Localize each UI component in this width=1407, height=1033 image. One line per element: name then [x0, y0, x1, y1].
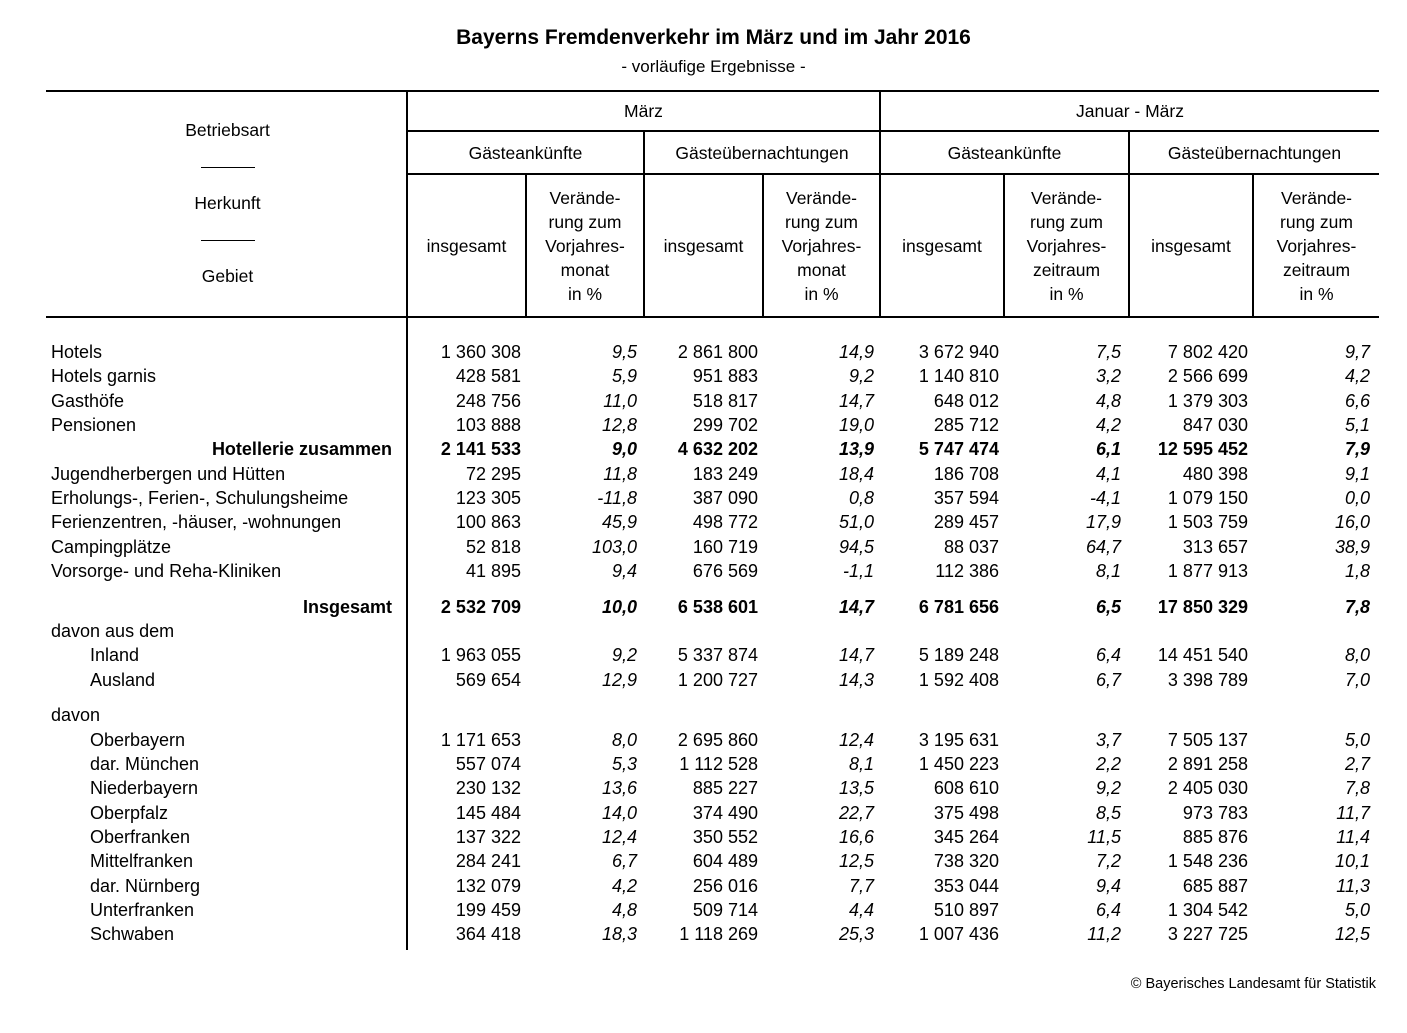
table-cell: 72 295 [465, 464, 521, 484]
row-label: Vorsorge- und Reha-Kliniken [51, 561, 282, 581]
table-cell: 345 264 [933, 827, 999, 847]
table-cell: 2 532 709 [440, 597, 521, 617]
table-cell: 350 552 [692, 827, 758, 847]
table-cell: 498 772 [692, 512, 758, 532]
row-label: Hotels [51, 342, 103, 362]
group-header-uebernachtungen-jan-maerz: Gästeübernachtungen [1167, 143, 1342, 163]
table-cell: 14,0 [601, 803, 637, 823]
table-cell: 8,0 [611, 730, 637, 750]
table-cell: 6,1 [1095, 439, 1121, 459]
table-cell: 5 337 874 [677, 645, 758, 665]
table-cell: 132 079 [455, 876, 521, 896]
table-cell: 7,0 [1344, 670, 1370, 690]
table-cell: 0,8 [848, 488, 874, 508]
group-rule [407, 173, 1379, 175]
row-label: Inland [90, 645, 140, 665]
table-cell: 2 566 699 [1167, 366, 1248, 386]
table-cell: 1 171 653 [440, 730, 521, 750]
table-cell: 374 490 [692, 803, 758, 823]
table-cell: 45,9 [601, 512, 637, 532]
table-cell: 353 044 [933, 876, 999, 896]
table-top-rule [46, 90, 1379, 92]
column-header: Verände- rung zum Vorjahres- zeitraum in % [1276, 188, 1357, 304]
table-cell: 13,5 [838, 778, 874, 798]
table-cell: 2,2 [1095, 754, 1121, 774]
table-cell: 2 891 258 [1167, 754, 1248, 774]
table-cell: 1 592 408 [918, 670, 999, 690]
table-cell: 11,8 [603, 464, 637, 484]
table-cell: 41 895 [465, 561, 521, 581]
table-cell: 4,8 [1095, 391, 1121, 411]
table-cell: 2,7 [1344, 754, 1370, 774]
table-cell: 509 714 [692, 900, 758, 920]
table-cell: 12 595 452 [1157, 439, 1248, 459]
table-cell: 6,6 [1344, 391, 1370, 411]
table-cell: 8,5 [1095, 803, 1121, 823]
period-rule [407, 130, 1379, 132]
table-cell: 0,0 [1344, 488, 1370, 508]
stub-header-separator-1 [110, 150, 345, 174]
row-label: davon aus dem [51, 621, 175, 641]
table-cell: 64,7 [1085, 537, 1121, 557]
table-cell: 12,4 [601, 827, 637, 847]
table-cell: 518 817 [692, 391, 758, 411]
table-cell: 6,4 [1095, 900, 1121, 920]
table-cell: 9,5 [611, 342, 637, 362]
table-cell: 1 360 308 [440, 342, 521, 362]
table-cell: 1 118 269 [679, 924, 758, 944]
table-cell: 7 505 137 [1167, 730, 1248, 750]
table-cell: -4,1 [1089, 488, 1121, 508]
table-cell: 230 132 [455, 778, 521, 798]
table-cell: 1 140 810 [918, 366, 999, 386]
table-cell: 183 249 [692, 464, 758, 484]
table-cell: 1 450 223 [918, 754, 999, 774]
table-cell: 648 012 [933, 391, 999, 411]
table-cell: 604 489 [692, 851, 758, 871]
table-cell: 17,9 [1085, 512, 1121, 532]
table-cell: 9,2 [848, 366, 874, 386]
copyright-footer: © Bayerisches Landesamt für Statistik [1130, 976, 1376, 992]
table-cell: 885 876 [1182, 827, 1248, 847]
table-cell: 375 498 [933, 803, 999, 823]
column-header: insgesamt [1151, 236, 1231, 256]
table-cell: 12,4 [838, 730, 874, 750]
table-cell: 973 783 [1182, 803, 1248, 823]
table-cell: 12,5 [838, 851, 874, 871]
table-cell: 7,8 [1344, 597, 1370, 617]
table-cell: 3,7 [1095, 730, 1121, 750]
table-cell: 103 888 [455, 415, 521, 435]
table-cell: 100 863 [455, 512, 521, 532]
row-label: Erholungs-, Ferien-, Schulungsheime [51, 488, 349, 508]
table-cell: 11,2 [1087, 924, 1121, 944]
table-cell: 9,4 [611, 561, 637, 581]
row-label: Gasthöfe [51, 391, 125, 411]
table-cell: 299 702 [692, 415, 758, 435]
row-label: Unterfranken [90, 900, 195, 920]
table-cell: 9,2 [1095, 778, 1121, 798]
period-header-maerz: März [624, 101, 663, 121]
row-label: Oberpfalz [90, 803, 169, 823]
table-cell: 5,0 [1344, 730, 1370, 750]
table-cell: 12,8 [601, 415, 637, 435]
table-cell: 8,1 [848, 754, 874, 774]
table-cell: 6 538 601 [677, 597, 758, 617]
table-cell: 248 756 [455, 391, 521, 411]
row-label: Niederbayern [90, 778, 199, 798]
table-cell: -1,1 [842, 561, 874, 581]
row-label: Hotellerie zusammen [211, 439, 392, 459]
table-cell: 6,7 [1095, 670, 1121, 690]
stub-header-betriebsart: Betriebsart [185, 120, 270, 140]
table-cell: 94,5 [838, 537, 874, 557]
table-cell: 9,1 [1344, 464, 1370, 484]
table-cell: 5,9 [611, 366, 637, 386]
group-header-ankuenfte-jan-maerz: Gästeankünfte [947, 143, 1062, 163]
row-label: Hotels garnis [51, 366, 157, 386]
period-header-jan-maerz: Januar - März [1076, 101, 1184, 121]
table-cell: 4,2 [1095, 415, 1121, 435]
column-header: Verände- rung zum Vorjahres- monat in % [545, 188, 625, 304]
table-cell: 11,3 [1336, 876, 1370, 896]
table-cell: 88 037 [943, 537, 999, 557]
table-cell: 387 090 [692, 488, 758, 508]
table-cell: 186 708 [933, 464, 999, 484]
table-cell: 676 569 [692, 561, 758, 581]
table-cell: 6,7 [611, 851, 637, 871]
table-cell: 1 963 055 [440, 645, 521, 665]
table-cell: 12,5 [1334, 924, 1370, 944]
table-cell: 9,2 [611, 645, 637, 665]
table-cell: 6,4 [1095, 645, 1121, 665]
table-cell: 557 074 [455, 754, 521, 774]
period-divider [879, 90, 881, 318]
table-cell: 22,7 [838, 803, 874, 823]
row-label: Insgesamt [302, 597, 392, 617]
table-cell: 5,3 [611, 754, 637, 774]
table-cell: 357 594 [933, 488, 999, 508]
table-cell: 608 610 [933, 778, 999, 798]
table-cell: 6,5 [1095, 597, 1121, 617]
table-cell: 1 304 542 [1167, 900, 1248, 920]
table-cell: 14,9 [838, 342, 874, 362]
table-cell: 51,0 [838, 512, 874, 532]
header-bottom-rule [46, 316, 1379, 318]
row-label: Oberbayern [90, 730, 186, 750]
group-header-ankuenfte-maerz: Gästeankünfte [468, 143, 583, 163]
table-cell: 7 802 420 [1167, 342, 1248, 362]
table-cell: 18,3 [601, 924, 637, 944]
table-cell: 112 386 [935, 561, 999, 581]
table-cell: -11,8 [597, 488, 637, 508]
table-cell: 160 719 [692, 537, 758, 557]
table-cell: 137 322 [455, 827, 521, 847]
table-cell: 5 189 248 [918, 645, 999, 665]
table-cell: 1 200 727 [677, 670, 758, 690]
table-cell: 2 405 030 [1167, 778, 1248, 798]
table-cell: 285 712 [933, 415, 999, 435]
table-cell: 7,7 [848, 876, 874, 896]
table-cell: 7,2 [1095, 851, 1121, 871]
table-cell: 7,8 [1344, 778, 1370, 798]
table-cell: 1 079 150 [1167, 488, 1248, 508]
table-cell: 256 016 [692, 876, 758, 896]
table-cell: 4,4 [848, 900, 874, 920]
table-cell: 8,1 [1095, 561, 1121, 581]
table-cell: 2 695 860 [677, 730, 758, 750]
table-cell: 10,1 [1334, 851, 1370, 871]
row-label: dar. Nürnberg [90, 876, 201, 896]
group-header-uebernachtungen-maerz: Gästeübernachtungen [675, 143, 849, 163]
row-label: Mittelfranken [90, 851, 194, 871]
table-cell: 14,7 [838, 597, 874, 617]
table-cell: 11,7 [1336, 803, 1370, 823]
table-cell: 2 141 533 [440, 439, 521, 459]
table-cell: 123 305 [455, 488, 521, 508]
table-cell: 313 657 [1182, 537, 1248, 557]
row-label: Jugendherbergen und Hütten [51, 464, 286, 484]
table-cell: 9,4 [1095, 876, 1121, 896]
table-cell: 10,0 [601, 597, 637, 617]
stub-header-herkunft: Herkunft [194, 193, 261, 213]
table-cell: 1 007 436 [918, 924, 999, 944]
row-label: Oberfranken [90, 827, 191, 847]
table-cell: 3 672 940 [918, 342, 999, 362]
table-cell: 11,0 [603, 391, 637, 411]
page-title: Bayerns Fremdenverkehr im März und im Jahr 2016 [456, 26, 971, 49]
table-cell: 52 818 [465, 537, 521, 557]
row-label: Schwaben [90, 924, 175, 944]
table-cell: 5 747 474 [918, 439, 999, 459]
stub-header-separator-2 [110, 223, 345, 247]
table-cell: 199 459 [455, 900, 521, 920]
table-cell: 9,7 [1344, 342, 1370, 362]
table-cell: 4,8 [611, 900, 637, 920]
table-cell: 13,6 [601, 778, 637, 798]
column-header: Verände- rung zum Vorjahres- monat in % [781, 188, 862, 304]
table-cell: 5,1 [1344, 415, 1370, 435]
row-label: dar. München [90, 754, 200, 774]
table-cell: 25,3 [838, 924, 874, 944]
table-cell: 4,2 [1344, 366, 1370, 386]
table-cell: 569 654 [455, 670, 521, 690]
table-cell: 13,9 [838, 439, 874, 459]
page-subtitle: - vorläufige Ergebnisse - [621, 57, 806, 76]
table-cell: 3,2 [1095, 366, 1121, 386]
table-cell: 38,9 [1334, 537, 1370, 557]
column-header: insgesamt [663, 236, 744, 256]
row-label: Pensionen [51, 415, 137, 435]
table-cell: 2 861 800 [677, 342, 758, 362]
table-cell: 19,0 [838, 415, 874, 435]
table-cell: 685 887 [1182, 876, 1248, 896]
table-cell: 103,0 [591, 537, 637, 557]
row-label: davon [51, 705, 101, 725]
column-header: insgesamt [426, 236, 507, 256]
column-header: insgesamt [902, 236, 982, 256]
table-cell: 6 781 656 [918, 597, 999, 617]
table-cell: 847 030 [1182, 415, 1248, 435]
table-cell: 738 320 [933, 851, 999, 871]
table-cell: 4,2 [611, 876, 637, 896]
table-cell: 7,9 [1344, 439, 1370, 459]
table-cell: 885 227 [692, 778, 758, 798]
table-cell: 1 877 913 [1167, 561, 1248, 581]
table-cell: 7,5 [1095, 342, 1121, 362]
table-cell: 1 548 236 [1167, 851, 1248, 871]
table-cell: 364 418 [455, 924, 521, 944]
table-cell: 5,0 [1344, 900, 1370, 920]
table-cell: 428 581 [455, 366, 521, 386]
table-cell: 16,0 [1334, 512, 1370, 532]
table-cell: 1,8 [1344, 561, 1370, 581]
table-cell: 11,5 [1087, 827, 1121, 847]
table-cell: 480 398 [1182, 464, 1248, 484]
table-cell: 12,9 [601, 670, 637, 690]
table-cell: 284 241 [455, 851, 521, 871]
column-header: Verände- rung zum Vorjahres- zeitraum in % [1026, 188, 1107, 304]
table-cell: 1 112 528 [679, 754, 758, 774]
row-label: Ausland [90, 670, 156, 690]
table-cell: 510 897 [933, 900, 999, 920]
table-cell: 289 457 [933, 512, 999, 532]
table-cell: 4 632 202 [677, 439, 758, 459]
table-cell: 951 883 [692, 366, 758, 386]
table-cell: 8,0 [1344, 645, 1370, 665]
table-cell: 16,6 [838, 827, 874, 847]
table-cell: 4,1 [1095, 464, 1121, 484]
table-cell: 1 379 303 [1167, 391, 1248, 411]
table-cell: 9,0 [611, 439, 637, 459]
table-cell: 3 227 725 [1167, 924, 1248, 944]
table-cell: 14,7 [838, 645, 874, 665]
table-cell: 145 484 [455, 803, 521, 823]
table-cell: 14 451 540 [1157, 645, 1248, 665]
table-cell: 14,3 [838, 670, 874, 690]
table-cell: 11,4 [1336, 827, 1370, 847]
row-label: Ferienzentren, -häuser, -wohnungen [51, 512, 342, 532]
table-cell: 18,4 [838, 464, 874, 484]
table-cell: 17 850 329 [1157, 597, 1248, 617]
table-cell: 3 195 631 [918, 730, 999, 750]
stub-divider [406, 90, 408, 950]
table-cell: 1 503 759 [1167, 512, 1248, 532]
stub-header-gebiet: Gebiet [201, 266, 254, 286]
row-label: Campingplätze [51, 537, 172, 557]
table-cell: 3 398 789 [1167, 670, 1248, 690]
table-cell: 14,7 [838, 391, 874, 411]
